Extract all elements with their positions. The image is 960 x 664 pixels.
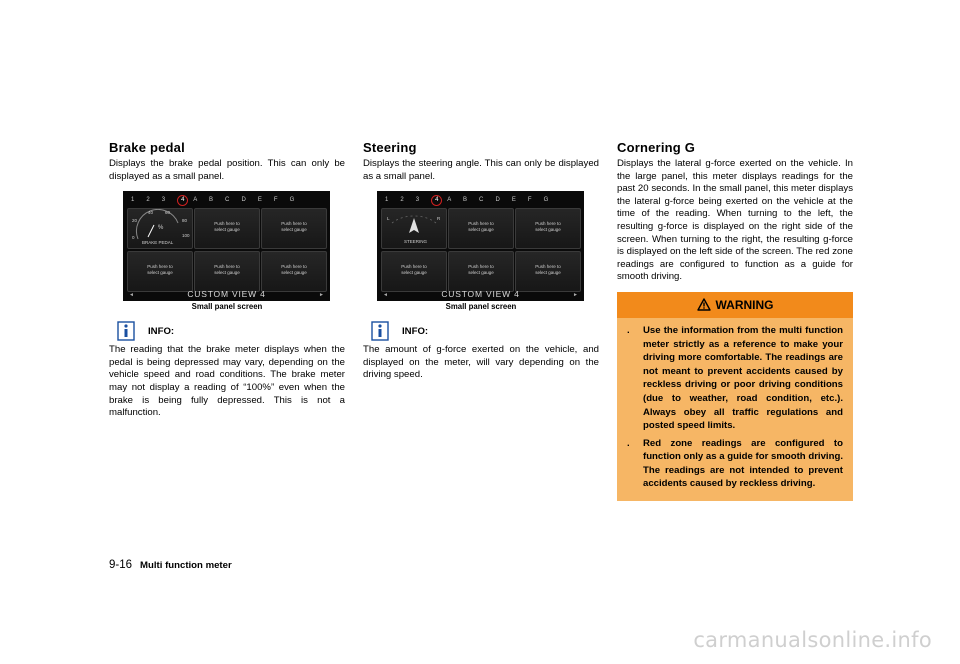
warning-header	[617, 292, 853, 318]
warning-box	[617, 292, 853, 501]
cell-label-2: select gauge	[401, 270, 427, 276]
warning-item-text: Red zone readings are configured to function only as a guide for smooth driving. The readings are not intended to prevent accidents caused by reckless driving.	[643, 437, 843, 490]
cell-label-1: Push here to	[401, 264, 427, 270]
warning-item	[627, 324, 843, 433]
info-icon	[371, 321, 389, 341]
select-gauge-cell	[194, 251, 260, 292]
cell-label-1: Push here to	[468, 264, 494, 270]
left-arrow-icon: ◄	[383, 292, 388, 299]
warning-triangle-icon	[697, 298, 711, 311]
brake-pedal-screen-image	[123, 191, 330, 301]
brake-tick-0: 0	[132, 235, 135, 241]
select-gauge-cell	[127, 251, 193, 292]
info-icon	[117, 321, 135, 341]
info-block	[109, 321, 345, 341]
selected-tab: 4	[177, 195, 188, 206]
cell-label-2: select gauge	[281, 270, 307, 276]
brake-pedal-section	[109, 140, 345, 420]
left-arrow-icon: ◄	[129, 292, 134, 299]
select-gauge-cell	[261, 208, 327, 249]
bullet: .	[627, 324, 630, 336]
steering-tick-right: R	[437, 216, 441, 222]
info-block	[363, 321, 599, 341]
cell-label-2: select gauge	[468, 270, 494, 276]
screen-caption: Small panel screen	[191, 302, 263, 312]
watermark: carmanualsonline.info	[693, 628, 932, 652]
screen-tabs	[131, 195, 300, 206]
select-gauge-cell	[515, 208, 581, 249]
custom-view-title: CUSTOM VIEW 4	[441, 289, 520, 300]
info-label: INFO:	[402, 326, 429, 338]
steering-gauge-label: STEERING	[404, 239, 428, 245]
cell-label-1: Push here to	[147, 264, 173, 270]
brake-unit: %	[158, 225, 164, 232]
brake-info-text: The reading that the brake meter displays when the pedal is being depressed may vary, depending on the vehicle speed and road conditions. The brake meter may not display a reading of “100%” even when the brake is being fully depressed. This is not a malfunction.	[109, 344, 345, 419]
brake-gauge-label: BRAKE PEDAL	[142, 240, 174, 246]
brake-tick-20: 20	[132, 218, 138, 224]
tabs-after: A B C D E F G	[447, 197, 554, 204]
bullet: .	[627, 437, 630, 449]
cell-label-2: select gauge	[535, 270, 561, 276]
cell-label-1: Push here to	[281, 221, 307, 227]
section-title: Multi function meter	[140, 560, 232, 571]
cell-label-1: Push here to	[214, 221, 240, 227]
brake-gauge-cell	[127, 208, 193, 249]
right-arrow-icon: ►	[573, 292, 578, 299]
cornering-g-description: Displays the lateral g-force exerted on the vehicle. In the large panel, this meter displays readings for the past 20 seconds. In the small panel, this meter displays the lateral g-force being exerted on the vehicle at the time of the reading. When turning to the left, the resulting g-force is displayed on the right side of the screen. When turning to the right, the resulting g-force is displayed on the left side of the screen. The red zone readings are configured to function as a guide for smooth driving.	[617, 158, 853, 283]
select-gauge-cell	[194, 208, 260, 249]
steering-gauge-cell	[381, 208, 447, 249]
brake-tick-60: 60	[165, 210, 171, 216]
page-footer	[109, 559, 232, 571]
tabs-before: 1 2 3	[131, 197, 171, 204]
select-gauge-cell	[448, 208, 514, 249]
cell-label-1: Push here to	[535, 221, 561, 227]
select-gauge-cell	[261, 251, 327, 292]
cell-label-2: select gauge	[214, 270, 240, 276]
cell-label-1: Push here to	[468, 221, 494, 227]
steering-description: Displays the steering angle. This can only be displayed as a small panel.	[363, 158, 599, 182]
brake-tick-80: 80	[182, 218, 188, 224]
steering-info-text: The amount of g-force exerted on the vehicle, and displayed on the meter, will vary depending on the driving speed.	[363, 344, 599, 381]
brake-tick-100: 100	[182, 233, 190, 239]
warning-item-text: Use the information from the multi function meter strictly as a reference to make your driving more comfortable. The readings are not meant to prevent accidents caused by reckless driving or poor driving conditions (due to weather, road condition, etc.). Always obey all traffic regulations and posted speed limits.	[643, 324, 843, 432]
cell-label-2: select gauge	[281, 227, 307, 233]
page-number: 9-16	[109, 559, 133, 571]
brake-pedal-description: Displays the brake pedal position. This can only be displayed as a small panel.	[109, 158, 345, 182]
cell-label-2: select gauge	[535, 227, 561, 233]
cell-label-1: Push here to	[535, 264, 561, 270]
right-arrow-icon: ►	[319, 292, 324, 299]
cell-label-2: select gauge	[468, 227, 494, 233]
tabs-before: 1 2 3	[385, 197, 425, 204]
steering-screen-image	[377, 191, 584, 301]
info-label: INFO:	[148, 326, 175, 338]
brake-tick-40: 40	[148, 210, 154, 216]
steering-section	[363, 140, 599, 382]
select-gauge-cell	[381, 251, 447, 292]
cell-label-2: select gauge	[147, 270, 173, 276]
cell-label-2: select gauge	[214, 227, 240, 233]
steering-heading: Steering	[363, 140, 417, 155]
cell-label-1: Push here to	[214, 264, 240, 270]
steering-tick-left: L	[387, 216, 390, 222]
custom-view-title: CUSTOM VIEW 4	[187, 289, 266, 300]
select-gauge-cell	[448, 251, 514, 292]
brake-pedal-heading: Brake pedal	[109, 140, 185, 155]
tabs-after: A B C D E F G	[193, 197, 300, 204]
cornering-g-section	[617, 140, 853, 501]
cell-label-1: Push here to	[281, 264, 307, 270]
cornering-g-heading: Cornering G	[617, 140, 696, 155]
warning-title: WARNING	[715, 297, 774, 312]
warning-item	[627, 437, 843, 491]
select-gauge-cell	[515, 251, 581, 292]
selected-tab: 4	[431, 195, 442, 206]
screen-tabs	[385, 195, 554, 206]
screen-caption: Small panel screen	[445, 302, 517, 312]
